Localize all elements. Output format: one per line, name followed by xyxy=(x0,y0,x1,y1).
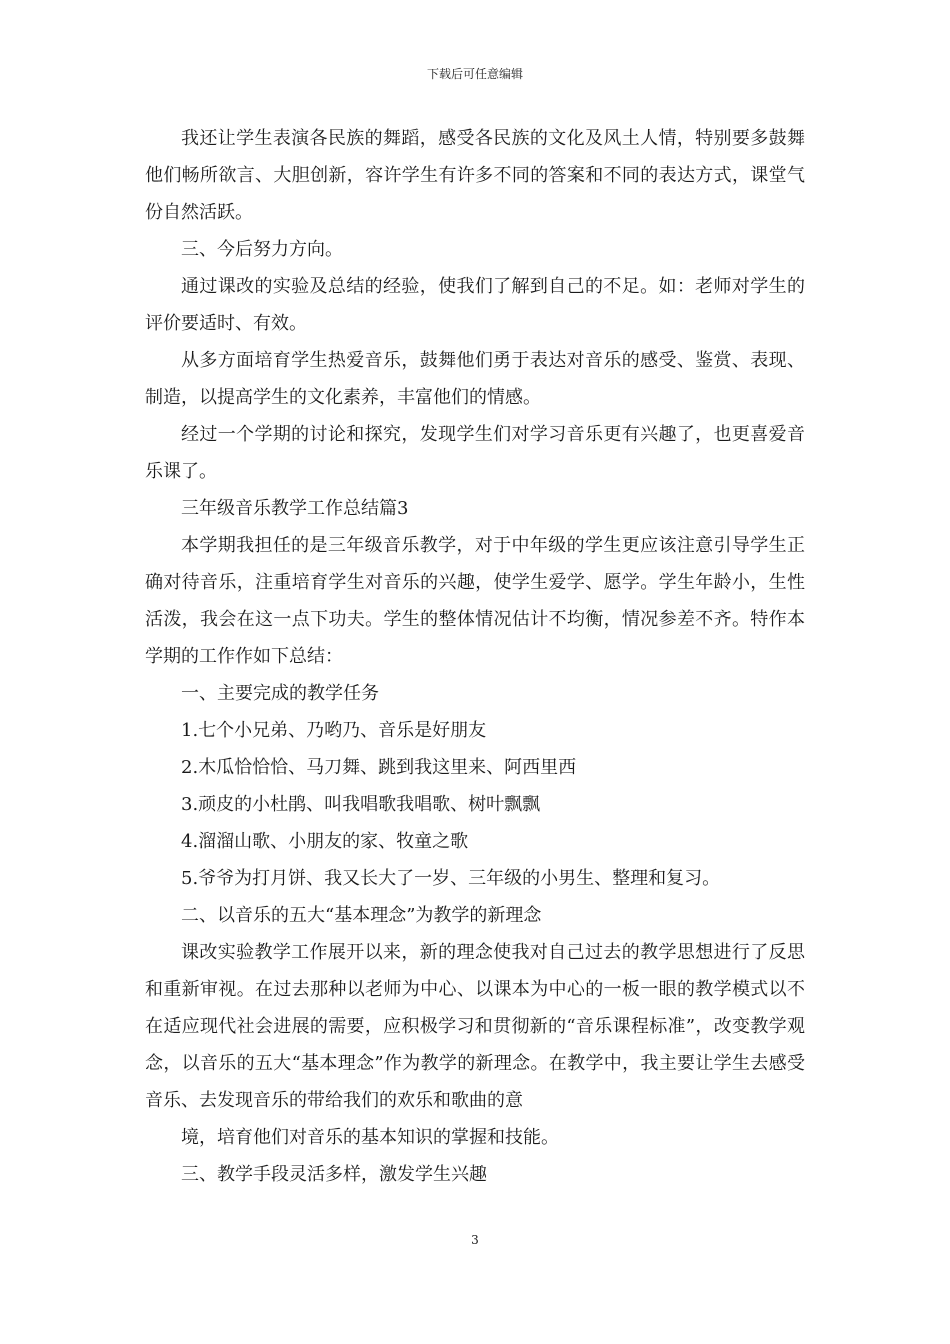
section-heading: 三、今后努力方向。 xyxy=(181,239,343,260)
paragraph: 通过课改的实验及总结的经验，使我们了解到自己的不足。如：老师对学生的评价要适时、有效。 xyxy=(145,276,805,334)
page-header: 下载后可任意编辑 xyxy=(426,67,523,81)
paragraph: 境，培育他们对音乐的基本知识的掌握和技能。 xyxy=(181,1127,559,1148)
paragraph: 本学期我担任的是三年级音乐教学，对于中年级的学生更应该注意引导学生正确对待音乐，注重培育学生对音乐的兴趣，使学生爱学、愿学。学生年龄小，生性活泼，我会在这一点下功夫。学生的整体情况估计不均衡，情况参差不齐。特作本学期的工作作如下总结： xyxy=(145,535,805,667)
paragraph: 我还让学生表演各民族的舞蹈，感受各民族的文化及风土人情，特别要多鼓舞他们畅所欲言、大胆创新，容许学生有许多不同的答案和不同的表达方式，课堂气份自然活跃。 xyxy=(145,128,805,223)
section-heading: 二、以音乐的五大“基本理念”为教学的新理念 xyxy=(181,905,542,926)
article-title: 三年级音乐教学工作总结篇3 xyxy=(181,498,409,519)
paragraph: 经过一个学期的讨论和探究，发现学生们对学习音乐更有兴趣了，也更喜爱音乐课了。 xyxy=(145,424,805,482)
page-number: 3 xyxy=(471,1233,479,1247)
document-body xyxy=(145,120,805,1193)
list-item: 4.溜溜山歌、小朋友的家、牧童之歌 xyxy=(181,831,469,852)
paragraph: 课改实验教学工作展开以来，新的理念使我对自己过去的教学思想进行了反思和重新审视。在过去那种以老师为中心、以课本为中心的一板一眼的教学模式以不在适应现代社会进展的需要，应积极学习和贯彻新的“音乐课程标准”，改变教学观念，以音乐的五大“基本理念”作为教学的新理念。在教学中，我主要让学生去感受音乐、去发现音乐的带给我们的欢乐和歌曲的意 xyxy=(145,942,805,1111)
list-item: 1.七个小兄弟、乃哟乃、音乐是好朋友 xyxy=(181,720,487,741)
section-heading: 三、教学手段灵活多样，激发学生兴趣 xyxy=(181,1164,487,1185)
list-item: 3.顽皮的小杜鹃、叫我唱歌我唱歌、树叶飘飘 xyxy=(181,794,541,815)
section-heading: 一、主要完成的教学任务 xyxy=(181,683,379,704)
list-item: 5.爷爷为打月饼、我又长大了一岁、三年级的小男生、整理和复习。 xyxy=(181,868,721,889)
list-item: 2.木瓜恰恰恰、马刀舞、跳到我这里来、阿西里西 xyxy=(181,757,577,778)
paragraph: 从多方面培育学生热爱音乐，鼓舞他们勇于表达对音乐的感受、鉴赏、表现、制造，以提高学生的文化素养，丰富他们的情感。 xyxy=(145,350,805,408)
